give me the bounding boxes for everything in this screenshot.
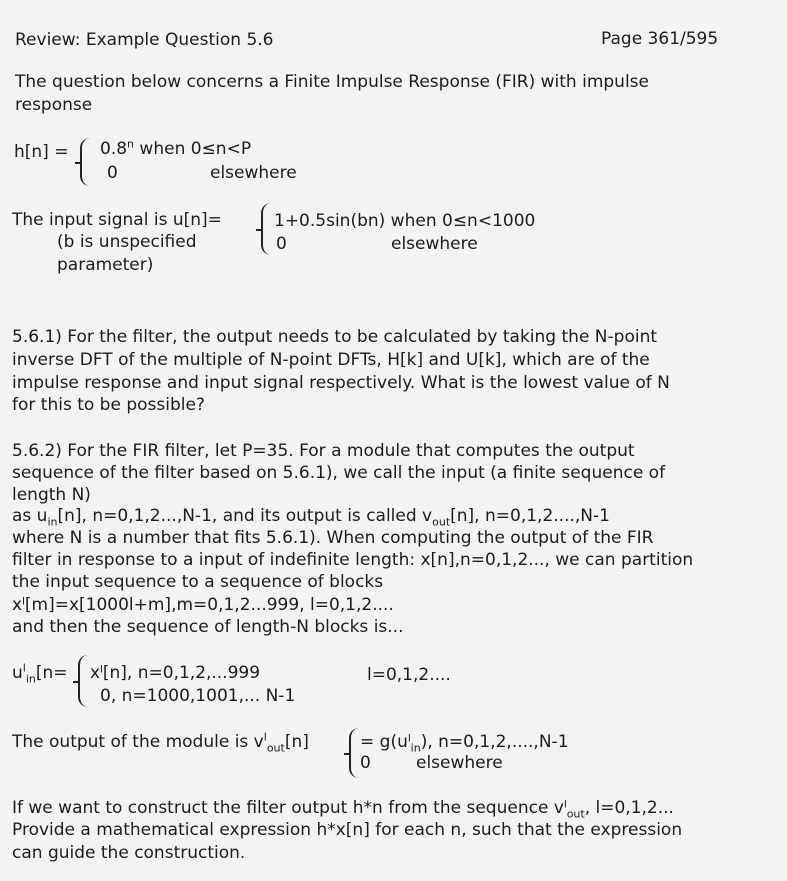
q1-line-2: inverse DFT of the multiple of N-point DFTs, H[k] and U[k], which are of the xyxy=(12,350,650,370)
u-def-note-1: (b is unspecified xyxy=(57,232,197,252)
ul-def-case2: 0, n=1000,1001,... N-1 xyxy=(100,686,296,706)
q2-line-7: the input sequence to a sequence of blocks xyxy=(12,572,384,592)
page-number: Page 361/595 xyxy=(601,29,719,49)
h-def-case2-condition: elsewhere xyxy=(210,163,297,183)
q2-line-4: as $u_{in}[n]$, n=0,1,2...,N-1, and its output is called $v_{out}[n]$, n=0,1,2....,N-1 xyxy=(12,506,610,529)
v-def-brace xyxy=(349,728,359,778)
q2-line-2: sequence of the filter based on 5.6.1), we call the input (a finite sequence of xyxy=(12,463,666,483)
q1-line-3: impulse response and input signal respectively. What is the lowest value of N xyxy=(12,373,670,393)
v-def-case1: = g(uˡ$_{in}$), n=0,1,2,....,N-1 xyxy=(360,732,569,755)
final-line-3: can guide the construction. xyxy=(12,843,246,863)
q2-line-1: 5.6.2) For the FIR filter, let P=35. For a module that computes the output xyxy=(12,441,635,461)
u-def-case1: 1+0.5sin(bn) when 0≤n<1000 xyxy=(274,211,536,231)
u-def-case2-condition: elsewhere xyxy=(391,234,478,254)
ul-def-brace xyxy=(78,655,88,707)
u-def-lhs: The input signal is u[n]= xyxy=(12,210,222,230)
ul-def-case1: xˡ[n], n=0,1,2,...999 xyxy=(90,663,261,683)
h-def-brace xyxy=(80,138,90,186)
q1-line-1: 5.6.1) For the filter, the output needs to be calculated by taking the N-point xyxy=(12,327,658,347)
u-def-brace xyxy=(261,203,271,255)
v-def-case2-value: 0 xyxy=(360,753,371,773)
q2-line-9: and then the sequence of length-N blocks is... xyxy=(12,617,404,637)
q2-line-3: length N) xyxy=(12,485,91,505)
q1-line-4: for this to be possible? xyxy=(12,395,205,415)
v-def-case2-condition: elsewhere xyxy=(416,753,503,773)
h-def-lhs: h[n] = xyxy=(14,142,69,162)
page-title: Review: Example Question 5.6 xyxy=(15,30,274,50)
u-def-note-2: parameter) xyxy=(57,255,154,275)
intro-line-1: The question below concerns a Finite Impulse Response (FIR) with impulse xyxy=(15,72,649,92)
q2-line-5: where N is a number that fits 5.6.1). When computing the output of the FIR xyxy=(12,528,654,548)
final-line-1: If we want to construct the filter output h*n from the sequence vˡ$_{out}$, l=0,1,2... xyxy=(12,798,674,821)
q2-line-8: xˡ[m]=x[1000l+m],m=0,1,2...999, l=0,1,2.... xyxy=(12,595,394,615)
v-def-lhs: The output of the module is $v^l_{out}[n]$ xyxy=(12,730,309,755)
h-def-case2-value: 0 xyxy=(107,163,118,183)
u-def-case2-value: 0 xyxy=(276,234,287,254)
h-def-case1: 0.8$^n$ when 0≤n<P xyxy=(100,137,252,159)
ul-def-lhs: $u^l_{in}[n=$ xyxy=(12,661,68,686)
intro-line-2: response xyxy=(15,95,93,115)
final-line-2: Provide a mathematical expression h*x[n] for each n, such that the expression xyxy=(12,820,683,840)
ul-def-block-index: l=0,1,2.... xyxy=(367,665,451,685)
q2-line-6: filter in response to a input of indefinite length: x[n],n=0,1,2..., we can partition xyxy=(12,550,694,570)
